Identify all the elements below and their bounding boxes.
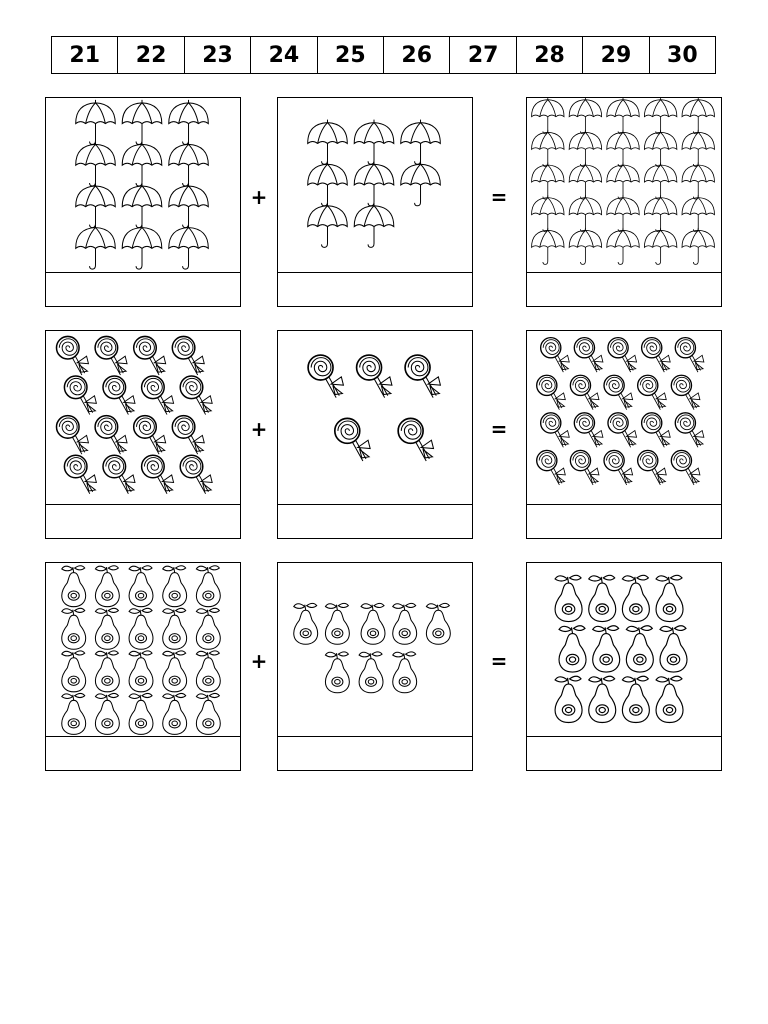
number-cell: 28 <box>517 37 583 73</box>
umbrella-icon <box>122 225 162 270</box>
lollipop-icon <box>357 355 392 398</box>
umbrella-icon <box>644 163 676 200</box>
lollipop-icon <box>675 338 704 372</box>
lollipop-icon <box>671 375 700 409</box>
umbrella-icon <box>569 195 601 232</box>
pear-icon <box>361 603 385 644</box>
answer-box[interactable] <box>527 736 721 770</box>
pear-icon <box>294 603 318 644</box>
umbrella-icon <box>401 120 441 165</box>
umbrella-icon <box>169 141 209 186</box>
sum-box-row3 <box>526 562 722 771</box>
umbrella-icon <box>644 195 676 232</box>
pear-icon <box>593 626 620 672</box>
addend1-box-row2 <box>45 330 241 539</box>
lollipop-icon <box>642 338 671 372</box>
lollipop-icon <box>604 450 633 484</box>
umbrella-icon <box>607 130 639 167</box>
pear-icon <box>426 603 450 644</box>
lollipop-icon <box>95 416 127 455</box>
umbrella-icon <box>532 130 564 167</box>
pear-icon <box>393 603 417 644</box>
addend1-box-row3 <box>45 562 241 771</box>
pear-icon <box>656 575 683 621</box>
umbrella-icon <box>354 203 394 248</box>
umbrella-icon <box>644 228 676 265</box>
umbrella-icon <box>308 161 348 206</box>
plus-sign: + <box>250 649 268 673</box>
lollipop-icon <box>134 416 166 455</box>
lollipop-icon <box>172 336 204 375</box>
lollipop-icon <box>56 336 88 375</box>
lollipop-icon <box>570 450 599 484</box>
lollipop-icon <box>675 413 704 447</box>
lollipop-icon <box>142 376 174 415</box>
pear-icon <box>129 608 153 649</box>
lollipop-icon <box>405 355 440 398</box>
plus-sign: + <box>250 417 268 441</box>
lollipop-icon <box>638 450 667 484</box>
sum-box-row2 <box>526 330 722 539</box>
lollipop-picture-group <box>278 331 472 505</box>
lollipop-icon <box>103 455 135 494</box>
pear-icon <box>196 693 220 734</box>
lollipop-icon <box>574 413 603 447</box>
number-cell: 24 <box>251 37 317 73</box>
lollipop-icon <box>570 375 599 409</box>
pear-icon <box>62 651 86 692</box>
umbrella-icon <box>354 161 394 206</box>
lollipop-icon <box>180 455 212 494</box>
lollipop-icon <box>142 455 174 494</box>
umbrella-icon <box>169 100 209 145</box>
umbrella-icon <box>682 195 714 232</box>
number-line <box>51 36 716 74</box>
pear-icon <box>325 603 349 644</box>
umbrella-picture-group <box>46 98 240 273</box>
answer-box[interactable] <box>278 736 472 770</box>
lollipop-icon <box>308 355 343 398</box>
addend2-box-row2 <box>277 330 473 539</box>
equals-sign: = <box>490 649 508 673</box>
umbrella-icon <box>122 141 162 186</box>
lollipop-picture-group <box>46 331 240 505</box>
pear-icon <box>359 652 383 693</box>
umbrella-icon <box>76 183 116 228</box>
sum-box-row1 <box>526 97 722 307</box>
pear-icon <box>325 652 349 693</box>
pear-icon <box>62 566 86 607</box>
lollipop-icon <box>537 450 566 484</box>
number-cell: 25 <box>318 37 384 73</box>
umbrella-icon <box>308 203 348 248</box>
pear-icon <box>589 676 616 722</box>
umbrella-icon <box>569 228 601 265</box>
answer-box[interactable] <box>527 504 721 538</box>
lollipop-icon <box>56 416 88 455</box>
pear-picture-group <box>527 563 721 737</box>
umbrella-icon <box>169 225 209 270</box>
umbrella-icon <box>644 98 676 134</box>
umbrella-icon <box>76 225 116 270</box>
lollipop-icon <box>608 338 637 372</box>
pear-icon <box>622 676 649 722</box>
answer-box[interactable] <box>46 272 240 306</box>
pear-icon <box>196 566 220 607</box>
answer-box[interactable] <box>527 272 721 306</box>
pear-picture-group <box>46 563 240 737</box>
lollipop-icon <box>541 338 570 372</box>
number-cell: 29 <box>583 37 649 73</box>
pear-icon <box>622 575 649 621</box>
pear-icon <box>62 608 86 649</box>
umbrella-icon <box>532 195 564 232</box>
lollipop-icon <box>671 450 700 484</box>
lollipop-icon <box>604 375 633 409</box>
pear-icon <box>589 575 616 621</box>
umbrella-icon <box>76 100 116 145</box>
pear-icon <box>555 575 582 621</box>
lollipop-icon <box>541 413 570 447</box>
equals-sign: = <box>490 185 508 209</box>
umbrella-icon <box>607 163 639 200</box>
addend2-box-row3 <box>277 562 473 771</box>
umbrella-icon <box>569 163 601 200</box>
lollipop-icon <box>638 375 667 409</box>
pear-icon <box>62 693 86 734</box>
pear-icon <box>163 693 187 734</box>
umbrella-icon <box>682 130 714 167</box>
umbrella-icon <box>569 98 601 134</box>
number-cell: 23 <box>185 37 251 73</box>
umbrella-picture-group <box>527 98 721 273</box>
umbrella-icon <box>401 161 441 206</box>
lollipop-icon <box>64 376 96 415</box>
addend2-box-row1 <box>277 97 473 307</box>
umbrella-icon <box>682 228 714 265</box>
lollipop-icon <box>64 455 96 494</box>
umbrella-icon <box>76 141 116 186</box>
lollipop-icon <box>134 336 166 375</box>
umbrella-picture-group <box>278 98 472 273</box>
answer-box[interactable] <box>46 736 240 770</box>
lollipop-icon <box>537 375 566 409</box>
pear-icon <box>129 693 153 734</box>
lollipop-icon <box>95 336 127 375</box>
answer-box[interactable] <box>278 504 472 538</box>
umbrella-icon <box>532 163 564 200</box>
umbrella-icon <box>644 130 676 167</box>
pear-icon <box>129 566 153 607</box>
pear-icon <box>163 651 187 692</box>
umbrella-icon <box>569 130 601 167</box>
number-cell: 22 <box>118 37 184 73</box>
pear-picture-group <box>278 563 472 737</box>
number-cell: 21 <box>52 37 118 73</box>
lollipop-icon <box>574 338 603 372</box>
lollipop-icon <box>398 418 433 461</box>
pear-icon <box>555 676 582 722</box>
umbrella-icon <box>169 183 209 228</box>
pear-icon <box>626 626 653 672</box>
plus-sign: + <box>250 185 268 209</box>
umbrella-icon <box>308 120 348 165</box>
umbrella-icon <box>607 195 639 232</box>
lollipop-icon <box>642 413 671 447</box>
equals-sign: = <box>490 417 508 441</box>
umbrella-icon <box>532 228 564 265</box>
answer-box[interactable] <box>46 504 240 538</box>
umbrella-icon <box>682 163 714 200</box>
pear-icon <box>95 566 119 607</box>
pear-icon <box>656 676 683 722</box>
lollipop-icon <box>172 416 204 455</box>
umbrella-icon <box>607 98 639 134</box>
lollipop-icon <box>335 418 370 461</box>
pear-icon <box>163 608 187 649</box>
umbrella-icon <box>122 100 162 145</box>
umbrella-icon <box>122 183 162 228</box>
pear-icon <box>95 608 119 649</box>
addend1-box-row1 <box>45 97 241 307</box>
umbrella-icon <box>682 98 714 134</box>
pear-icon <box>196 651 220 692</box>
lollipop-icon <box>608 413 637 447</box>
number-cell: 26 <box>384 37 450 73</box>
pear-icon <box>393 652 417 693</box>
pear-icon <box>196 608 220 649</box>
umbrella-icon <box>532 98 564 134</box>
number-cell: 30 <box>667 42 698 68</box>
lollipop-icon <box>103 376 135 415</box>
pear-icon <box>95 693 119 734</box>
umbrella-icon <box>354 120 394 165</box>
umbrella-icon <box>607 228 639 265</box>
pear-icon <box>559 626 586 672</box>
pear-icon <box>95 651 119 692</box>
lollipop-picture-group <box>527 331 721 505</box>
pear-icon <box>660 626 687 672</box>
pear-icon <box>129 651 153 692</box>
number-cell: 27 <box>450 37 516 73</box>
pear-icon <box>163 566 187 607</box>
lollipop-icon <box>180 376 212 415</box>
answer-box[interactable] <box>278 272 472 306</box>
